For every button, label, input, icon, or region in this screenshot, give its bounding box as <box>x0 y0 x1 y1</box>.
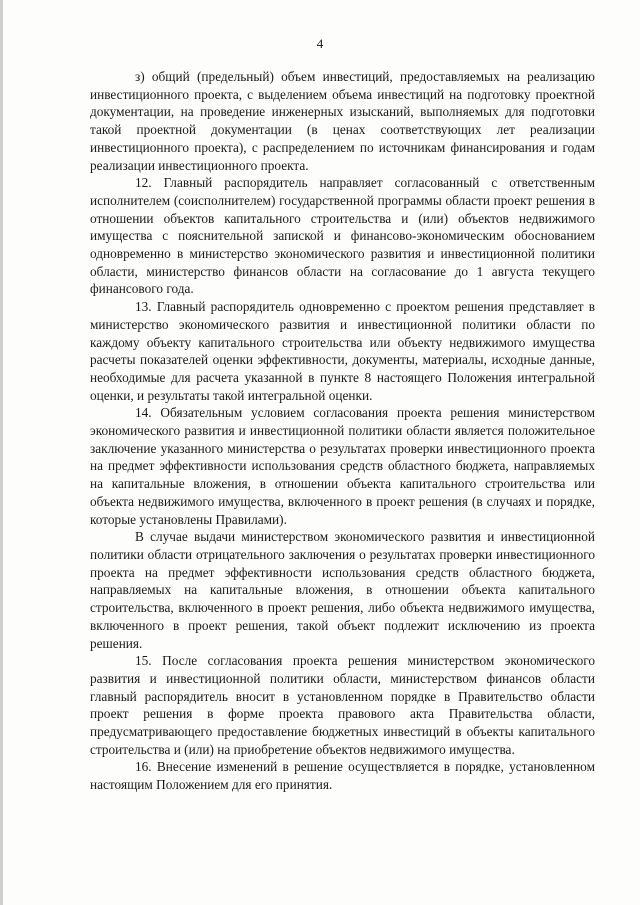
paragraph-14-negative-conclusion: В случае выдачи министерством экономического развития и инвестиционной политики области отрицательного заключения о результатах проверки инвестиционного проекта на предмет эффективности использования средств областного бюджета, направляемых на капитальные вложения, в отношении объекта капитального строительства, включенного в проект решения, либо объекта недвижимого имущества, включенного в проект решения, такой объект подлежит исключению из проекта решения. <box>90 529 595 651</box>
paragraph-16: 16. Внесение изменений в решение осуществляется в порядке, установленном настоящим Положением для его принятия. <box>90 759 595 793</box>
scan-edge <box>0 0 3 905</box>
paragraph-12: 12. Главный распорядитель направляет согласованный с ответственным исполнителем (соисполнителем) государственной программы области проект решения в отношении объектов капитального строительства и (или) объектов недвижимого имущества с пояснительной запиской и финансово-экономическим обоснованием одновременно в министерство экономического развития и инвестиционной политики области, министерство финансов области на согласование до 1 августа текущего финансового года. <box>90 175 595 297</box>
paragraph-item-z: з) общий (предельный) объем инвестиций, предоставляемых на реализацию инвестиционного проекта, с выделением объема инвестиций на подготовку проектной документации, на проведение инженерных изысканий, выполняемых для подготовки такой проектной документации (в ценах соответствующих лет реализации инвестиционного проекта), с распределением по источникам финансирования и годам реализации инвестиционного проекта. <box>90 69 595 173</box>
paragraph-15: 15. После согласования проекта решения министерством экономического развития и инвестиционной политики области, министерством финансов области главный распорядитель вносит в установленном порядке в Правительство области проект решения в форме проекта правового акта Правительства области, предусматривающего предоставление бюджетных инвестиций в объекты капитального строительства и (или) на приобретение объектов недвижимого имущества. <box>90 653 595 757</box>
document-body <box>90 68 595 794</box>
paragraph-14: 14. Обязательным условием согласования проекта решения министерством экономического развития и инвестиционной политики области является положительное заключение указанного министерства о результатах проверки инвестиционного проекта на предмет эффективности использования средств областного бюджета, направляемых на капитальные вложения, в отношении объекта капитального строительства или объекта недвижимого имущества, включенного в проект решения (в случаях и порядке, которые установлены Правилами). <box>90 405 595 527</box>
paragraph-13: 13. Главный распорядитель одновременно с проектом решения представляет в министерство экономического развития и инвестиционной политики области по каждому объекту капитального строительства или объекту недвижимого имущества расчеты показателей оценки эффективности, документы, материалы, исходные данные, необходимые для расчета указанной в пункте 8 настоящего Положения интегральной оценки, и результаты такой интегральной оценки. <box>90 299 595 403</box>
page-number: 4 <box>316 36 324 51</box>
